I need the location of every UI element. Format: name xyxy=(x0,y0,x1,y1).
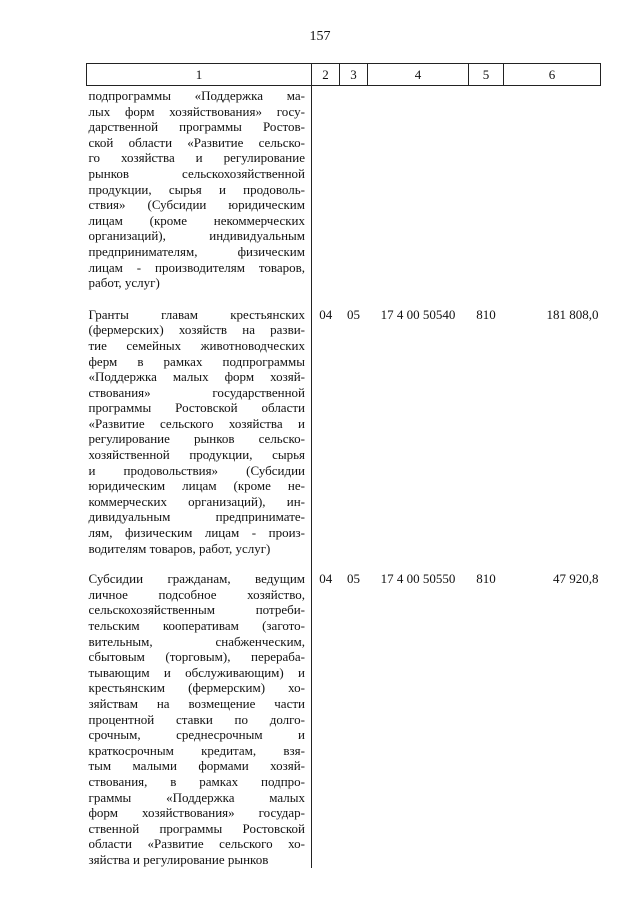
column-header: 4 xyxy=(368,64,469,86)
column-header: 6 xyxy=(504,64,601,86)
description-line: крестьянским (фермерским) хо- xyxy=(88,680,305,696)
column-header: 3 xyxy=(340,64,368,86)
description-line: срочным, среднесрочным и xyxy=(88,727,305,743)
amount: 47 920,8 xyxy=(553,571,599,587)
table-row xyxy=(87,571,601,867)
expense-type-code: 810 xyxy=(476,306,496,322)
description-line: регулирование рынков сельско- xyxy=(88,431,305,447)
row-description xyxy=(87,86,312,307)
description-line: лых форм хозяйствования» госу- xyxy=(88,103,305,119)
description-line: лицам - производителям товаров, xyxy=(88,259,305,275)
subsection-code: 05 xyxy=(347,306,360,322)
description-line: сбытовым (торговым), перераба- xyxy=(88,649,305,665)
row-description xyxy=(87,307,312,572)
description-line: и продовольствия» (Субсидии xyxy=(88,462,305,478)
description-line: «Поддержка малых форм хозяй- xyxy=(88,369,305,385)
amount xyxy=(504,86,601,307)
description-line: лицам (кроме некоммерческих xyxy=(88,212,305,228)
target-article-code xyxy=(368,86,469,307)
description-line: «Развитие сельского хозяйства и xyxy=(88,415,305,431)
column-header: 1 xyxy=(87,64,312,86)
description-line: дивидуальным предпринимате- xyxy=(88,509,305,525)
description-line: коммерческих организаций), ин- xyxy=(88,493,305,509)
expense-type-code: 810 xyxy=(476,571,496,587)
section-code xyxy=(312,86,340,307)
description-line: сельскохозяйственным потреби- xyxy=(88,602,305,618)
budget-table xyxy=(86,63,601,868)
description-line: организаций), индивидуальным xyxy=(88,228,305,244)
description-line: области «Развитие сельского хо- xyxy=(88,836,305,852)
description-line: программы Ростовской области xyxy=(88,400,305,416)
expense-type-code xyxy=(469,86,504,307)
description-line: дарственной программы Ростов- xyxy=(88,119,305,135)
section-code: 04 xyxy=(319,571,333,587)
description-line: предпринимателям, физическим xyxy=(88,243,305,259)
description-line: хозяйственной продукции, сырья xyxy=(88,447,305,463)
subsection-code xyxy=(340,86,368,307)
description-line: вительным, снабженческим, xyxy=(88,633,305,649)
section-code: 04 xyxy=(319,306,333,322)
description-line: тывающим и обслуживающим) и xyxy=(88,664,305,680)
description-line: юридическим лицам (кроме не- xyxy=(88,478,305,494)
description-line: зяйства и регулирование рынков xyxy=(88,851,269,867)
page-number: 157 xyxy=(309,29,331,44)
table-header-row xyxy=(87,64,601,86)
description-line: водителям товаров, работ, услуг) xyxy=(88,540,271,556)
description-line: ственной программы Ростовской xyxy=(88,820,305,836)
description-line: ствования» государственной xyxy=(88,384,305,400)
description-line: го хозяйства и регулирование xyxy=(88,150,305,166)
description-line: краткосрочным кредитам, взя- xyxy=(88,742,305,758)
description-line: ствия» (Субсидии юридическим xyxy=(88,197,305,213)
description-line: ствования, в рамках подпро- xyxy=(88,773,305,789)
description-line: форм хозяйствования» государ- xyxy=(88,805,305,821)
table-row xyxy=(87,307,601,572)
row-description xyxy=(87,571,312,867)
description-line: работ, услуг) xyxy=(88,275,160,291)
description-line: продукции, сырья и продоволь- xyxy=(88,181,305,197)
table-row xyxy=(87,86,601,307)
target-article-code: 17 4 00 50550 xyxy=(380,571,456,587)
description-line: подпрограммы «Поддержка ма- xyxy=(88,88,305,103)
description-line: лям, физическим лицам - произ- xyxy=(88,525,305,541)
description-line: Гранты главам крестьянских xyxy=(88,306,305,322)
description-line: тым малыми формами хозяй- xyxy=(88,758,305,774)
description-line: Субсидии гражданам, ведущим xyxy=(88,571,305,587)
column-header: 2 xyxy=(312,64,340,86)
description-line: личное подсобное хозяйство, xyxy=(88,586,305,602)
description-line: граммы «Поддержка малых xyxy=(88,789,305,805)
description-line: тельским кооперативам (загото- xyxy=(88,618,305,633)
description-line: (фермерских) хозяйств на разви- xyxy=(88,322,305,338)
description-line: зяйствам на возмещение части xyxy=(88,695,305,711)
column-header: 5 xyxy=(469,64,504,86)
description-line: ферм в рамках подпрограммы xyxy=(88,353,305,369)
description-line: процентной ставки по долго- xyxy=(88,711,305,727)
description-line: ской области «Развитие сельско- xyxy=(88,134,305,150)
description-line: тие семейных животноводческих xyxy=(88,337,305,353)
target-article-code: 17 4 00 50540 xyxy=(380,306,456,322)
description-line: рынков сельскохозяйственной xyxy=(88,165,305,181)
amount: 181 808,0 xyxy=(546,306,599,322)
subsection-code: 05 xyxy=(347,571,360,587)
